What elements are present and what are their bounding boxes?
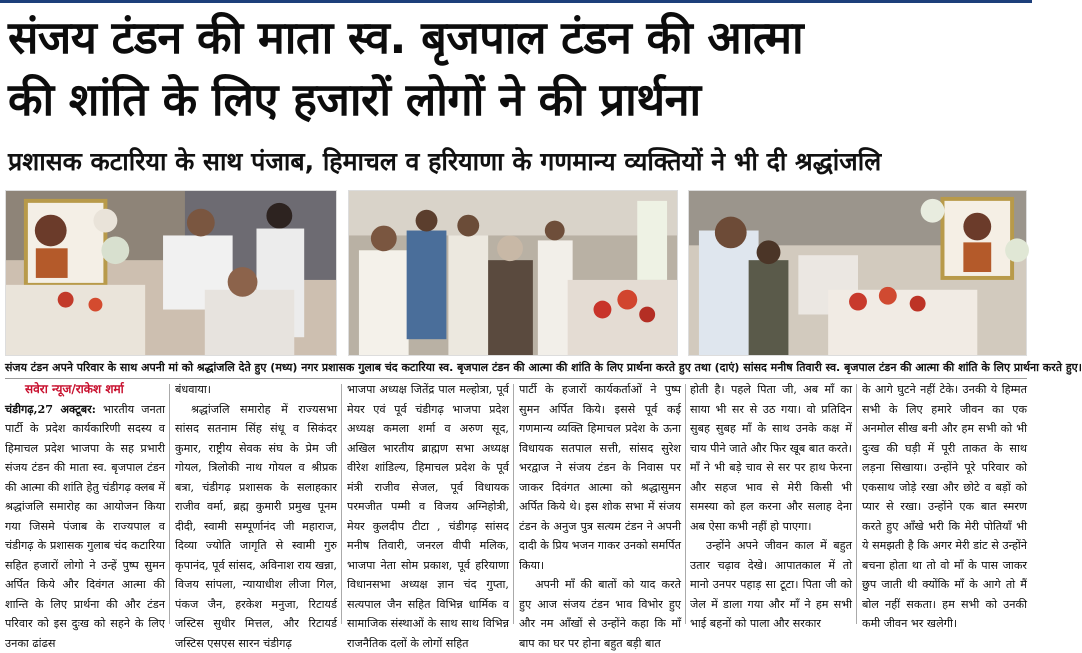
article-text: श्रद्धांजलि समारोह में राज्यसभा सांसद सतनाम सिंह संधू व सिकंदर कुमार, राष्ट्रीय सेवक संघ के प्रेम जी गोयल, त्रिलोकी नाथ गोयल व श्रीप्रक बत्रा, चंडीगढ़ प्रशासक के सलाहकार राजीव वर्मा, ब्रह्म कुमारी प्रमुख पूनम दीदी, स्वामी सम्पूर्णानंद जी महाराज, दिव्या ज्योति जागृति से स्वामी गुरु कृपानंद, पूर्व सांसद, अविनाश राय खन्ना, विजय सांपला, न्यायाधीश लीजा गिल, पंकज जैन, हरकेश मनुजा, रिटायर्ड जस्टिस सुधीर मित्तल, और रिटायर्ड जस्टिस एसएस सारन चंडीगढ़ [175,400,337,653]
column-divider [685,384,686,624]
article-text: उन्होंने अपने जीवन काल में बहुत उतार चढ़ाव देखे। आपातकाल में तो मानो उनपर पहाड़ सा टूटा। पिता जी को जेल में डाला गया और माँ ने हम सभी भाई बहनों को पाला और सरकार [690,536,852,634]
article-column-4 [519,380,681,628]
article-column-2 [175,380,337,628]
article-text: पार्टी के हजारों कार्यकर्ताओं ने पुष्प सुमन अर्पित किये। इससे पूर्व कई गणमान्य व्यक्ति हिमाचल प्रदेश के ऊना विधायक सतपाल सत्ती, सांसद सुरेश भरद्वाज ने संजय टंडन के निवास पर जाकर दिवंगत आत्मा को श्रद्धासुमन अर्पित किये थे। इस शोक सभा में संजय टंडन के अनुज पुत्र सत्यम टंडन ने अपनी दादी के प्रिय भजन गाकर उनको समर्पित किया। [519,380,681,575]
article-column-3 [347,380,509,628]
column-divider [856,384,857,624]
article-column-6 [862,380,1027,628]
photo-mp-prayer [688,190,1027,356]
byline: सवेरा न्यूज/राकेश शर्मा [25,382,124,396]
article-text: भाजपा अध्यक्ष जितेंद्र पाल मल्होत्रा, पूर्व मेयर एवं पूर्व चंडीगढ़ भाजपा प्रदेश अध्यक्ष कमला शर्मा व अरुण सूद, अखिल भारतीय ब्राह्मण सभा अध्यक्ष वीरेश शांडिल्य, हिमाचल प्रदेश के पूर्व मंत्री राजीव सेजल, पूर्व विधायक परमजीत पम्मी व विजय अग्निहोत्री, मेयर कुलदीप टीटा , चंडीगढ़ सांसद मनीष तिवारी, जनरल वीपी मलिक, भाजपा नेता सोम प्रकाश, पूर्व हरियाणा विधानसभा अध्यक्ष ज्ञान चंद गुप्ता, सत्यपाल जैन सहित विभिन्न धार्मिक व सामाजिक संस्थाओं के साथ साथ विभिन्न राजनैतिक दलों के लोगों सहित [347,380,509,653]
column-divider [169,384,170,624]
article-text: भारतीय जनता पार्टी के प्रदेश कार्यकारिणी सदस्य व हिमाचल प्रदेश भाजपा के सह प्रभारी संजय टंडन की माता स्व. बृजपाल टंडन की आत्मा की शांति हेतु चंडीगढ़ क्लब में श्रद्धांजलि समारोह का आयोजन किया गया जिसमे पंजाब के राज्यपाल व चंडीगढ़ के प्रशासक गुलाब चंद कटारिया सहित हजारों लोगो ने उन्हें पुष्प सुमन अर्पित किये और दिवंगत आत्मा की शान्ति के लिए प्रार्थना की और टंडन परिवार को इस दुःख को सहने के लिए उनका ढांढस [5,403,165,650]
article-column-5 [690,380,852,628]
article-text: के आगे घुटने नहीं टेके। उनकी ये हिम्मत सभी के लिए हमारे जीवन का एक अनमोल सीख बनी और हम सभी को भी दुःख की घड़ी में पूरी ताकत के साथ लड़ना सिखाया। उन्होंने पूरे परिवार को एकसाथ जोड़े रखा और छोटे व बड़ों को प्यार से रखा। उन्होंने एक बात स्मरण करते हुए आँखे भरी कि मेरी पोतियाँ भी ये समझती है कि अगर मेरी डांट से उन्होंने बचना होता था तो वो माँ के पास जाकर छुप जाती थी क्योंकि माँ के आगे तो मैं बोल नहीं सकता। हम सभी को उनकी कमी जीवन भर खलेगी। [862,380,1027,634]
article-text: अपनी माँ की बातों को याद करते हुए आज संजय टंडन भाव विभोर हुए और नम आँखों से उन्होंने कहा कि माँ बाप का घर पर होना बहुत बड़ी बात [519,575,681,653]
dateline: चंडीगढ़,27 अक्टूबर: [5,402,96,416]
subheadline: प्रशासक कटारिया के साथ पंजाब, हिमाचल व हरियाणा के गणमान्य व्यक्तियों ने भी दी श्रद्धांजलि [8,144,1024,180]
headline-line-2: की शांति के लिए हजारों लोगों ने की प्रार्थना [8,72,1024,128]
photo-caption: संजय टंडन अपने परिवार के साथ अपनी मां को श्रद्धांजलि देते हुए (मध्य) नगर प्रशासक गुलाब चंद कटारिया स्व. बृजपाल टंडन की आत्मा की शांति के लिए प्रार्थना करते हुए तथा (दाएं) सांसद मनीष तिवारी स्व. बृजपाल टंडन की आत्मा की शांति के लिए प्रार्थना करते हुए। [5,358,1027,379]
headline-line-1: संजय टंडन की माता स्व. बृजपाल टंडन की आत्मा [8,10,1024,66]
article-text: बंधवाया। [175,380,337,400]
photo-administrator-prayer [348,190,678,356]
article-text: होती है। पहले पिता जी, अब माँ का साया भी सर से उठ गया। वो प्रतिदिन सुबह सुबह माँ के साथ उनके कक्ष में चाय पीने जाते और फिर खूब बात करते। माँ ने भी बड़े चाव से सर पर हाथ फेरना और सहज भाव से मेरी किसी भी समस्या को हल करना और सलाह देना अब ऐसा कभी नहीं हो पाएगा। [690,380,852,536]
column-divider [341,384,342,624]
masthead-rule [0,0,1032,3]
photo-family-tribute [5,190,337,356]
column-divider [513,384,514,624]
article-column-1 [5,380,165,628]
